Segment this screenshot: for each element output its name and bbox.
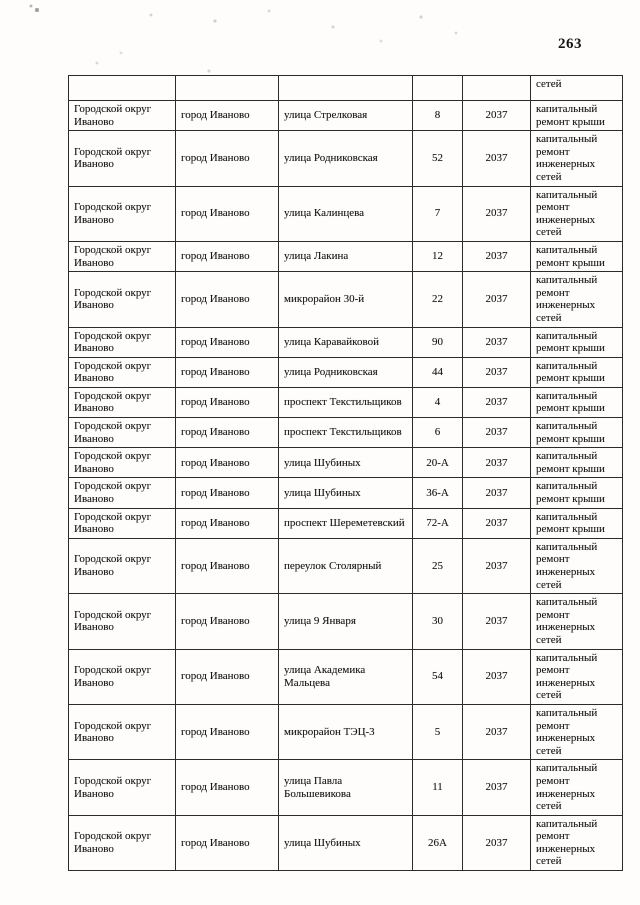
cell-work: капитальный ремонт крыши	[531, 448, 623, 478]
cell-city: город Иваново	[176, 508, 279, 538]
cell-district: Городской округ Иваново	[69, 538, 176, 593]
cell-year: 2037	[463, 448, 531, 478]
table-row	[69, 272, 623, 327]
cell-year: 2037	[463, 387, 531, 417]
cell-year: 2037	[463, 538, 531, 593]
cell-house: 25	[413, 538, 463, 593]
cell-year: 2037	[463, 760, 531, 815]
cell-street: улица 9 Января	[279, 594, 413, 649]
cell-city: город Иваново	[176, 704, 279, 759]
cell-district: Городской округ Иваново	[69, 327, 176, 357]
cell-year: 2037	[463, 327, 531, 357]
cell-work: капитальный ремонт инженерных сетей	[531, 272, 623, 327]
cell-work: капитальный ремонт инженерных сетей	[531, 538, 623, 593]
cell-street: проспект Шереметевский	[279, 508, 413, 538]
cell-work: капитальный ремонт крыши	[531, 478, 623, 508]
cell-house: 90	[413, 327, 463, 357]
cell-street: улица Шубиных	[279, 448, 413, 478]
cell-city: город Иваново	[176, 594, 279, 649]
cell-work: капитальный ремонт инженерных сетей	[531, 760, 623, 815]
cell-house: 11	[413, 760, 463, 815]
cell-district: Городской округ Иваново	[69, 649, 176, 704]
cell-work: капитальный ремонт крыши	[531, 327, 623, 357]
cell-street: улица Родниковская	[279, 357, 413, 387]
cell-work: капитальный ремонт крыши	[531, 101, 623, 131]
cell-year: 2037	[463, 704, 531, 759]
cell-street: улица Павла Большевикова	[279, 760, 413, 815]
cell-city: город Иваново	[176, 357, 279, 387]
cell-district: Городской округ Иваново	[69, 272, 176, 327]
cell-street: улица Шубиных	[279, 478, 413, 508]
cell-district: Городской округ Иваново	[69, 508, 176, 538]
cell-district	[69, 76, 176, 101]
table-row	[69, 241, 623, 271]
cell-house: 72-А	[413, 508, 463, 538]
table-row	[69, 387, 623, 417]
cell-work: сетей	[531, 76, 623, 101]
cell-year: 2037	[463, 815, 531, 870]
cell-district: Городской округ Иваново	[69, 418, 176, 448]
cell-district: Городской округ Иваново	[69, 131, 176, 186]
cell-city: город Иваново	[176, 186, 279, 241]
cell-work: капитальный ремонт инженерных сетей	[531, 815, 623, 870]
table-row	[69, 131, 623, 186]
cell-work: капитальный ремонт инженерных сетей	[531, 131, 623, 186]
cell-city: город Иваново	[176, 131, 279, 186]
cell-house: 30	[413, 594, 463, 649]
cell-street: улица Лакина	[279, 241, 413, 271]
cell-city: город Иваново	[176, 815, 279, 870]
cell-year: 2037	[463, 186, 531, 241]
cell-house: 20-А	[413, 448, 463, 478]
cell-district: Городской округ Иваново	[69, 704, 176, 759]
table-row	[69, 327, 623, 357]
cell-street: улица Шубиных	[279, 815, 413, 870]
cell-year: 2037	[463, 418, 531, 448]
cell-house: 12	[413, 241, 463, 271]
cell-city	[176, 76, 279, 101]
table-row	[69, 418, 623, 448]
cell-street: улица Академика Мальцева	[279, 649, 413, 704]
cell-house: 22	[413, 272, 463, 327]
cell-street	[279, 76, 413, 101]
cell-district: Городской округ Иваново	[69, 241, 176, 271]
table-row	[69, 594, 623, 649]
cell-district: Городской округ Иваново	[69, 387, 176, 417]
repair-schedule-table	[68, 75, 623, 871]
cell-city: город Иваново	[176, 448, 279, 478]
cell-district: Городской округ Иваново	[69, 357, 176, 387]
cell-year: 2037	[463, 241, 531, 271]
cell-house: 6	[413, 418, 463, 448]
cell-city: город Иваново	[176, 649, 279, 704]
cell-work: капитальный ремонт крыши	[531, 387, 623, 417]
cell-year: 2037	[463, 101, 531, 131]
cell-city: город Иваново	[176, 327, 279, 357]
table-row	[69, 448, 623, 478]
cell-street: улица Калинцева	[279, 186, 413, 241]
cell-year: 2037	[463, 649, 531, 704]
cell-street: микрорайон ТЭЦ-3	[279, 704, 413, 759]
cell-city: город Иваново	[176, 272, 279, 327]
cell-year: 2037	[463, 594, 531, 649]
scan-noise	[0, 0, 2, 2]
table-row	[69, 815, 623, 870]
cell-work: капитальный ремонт инженерных сетей	[531, 186, 623, 241]
table-row	[69, 76, 623, 101]
cell-district: Городской округ Иваново	[69, 760, 176, 815]
cell-city: город Иваново	[176, 101, 279, 131]
cell-work: капитальный ремонт крыши	[531, 357, 623, 387]
cell-district: Городской округ Иваново	[69, 594, 176, 649]
cell-house: 52	[413, 131, 463, 186]
table-row	[69, 704, 623, 759]
cell-year: 2037	[463, 357, 531, 387]
cell-city: город Иваново	[176, 241, 279, 271]
cell-district: Городской округ Иваново	[69, 478, 176, 508]
cell-year: 2037	[463, 272, 531, 327]
table-row	[69, 538, 623, 593]
cell-house: 7	[413, 186, 463, 241]
cell-street: проспект Текстильщиков	[279, 387, 413, 417]
cell-district: Городской округ Иваново	[69, 815, 176, 870]
cell-street: улица Родниковская	[279, 131, 413, 186]
cell-street: улица Стрелковая	[279, 101, 413, 131]
table-row	[69, 357, 623, 387]
cell-house: 5	[413, 704, 463, 759]
page-number: 263	[558, 36, 582, 52]
cell-work: капитальный ремонт крыши	[531, 418, 623, 448]
table-row	[69, 478, 623, 508]
cell-district: Городской округ Иваново	[69, 101, 176, 131]
cell-year	[463, 76, 531, 101]
cell-district: Городской округ Иваново	[69, 186, 176, 241]
cell-year: 2037	[463, 508, 531, 538]
cell-house: 44	[413, 357, 463, 387]
cell-street: микрорайон 30-й	[279, 272, 413, 327]
cell-city: город Иваново	[176, 418, 279, 448]
cell-city: город Иваново	[176, 538, 279, 593]
cell-street: проспект Текстильщиков	[279, 418, 413, 448]
cell-year: 2037	[463, 131, 531, 186]
cell-house	[413, 76, 463, 101]
cell-house: 36-А	[413, 478, 463, 508]
cell-work: капитальный ремонт инженерных сетей	[531, 594, 623, 649]
cell-work: капитальный ремонт инженерных сетей	[531, 704, 623, 759]
cell-city: город Иваново	[176, 760, 279, 815]
cell-house: 54	[413, 649, 463, 704]
cell-city: город Иваново	[176, 478, 279, 508]
table-row	[69, 508, 623, 538]
cell-work: капитальный ремонт крыши	[531, 241, 623, 271]
cell-house: 4	[413, 387, 463, 417]
cell-street: улица Каравайковой	[279, 327, 413, 357]
table-row	[69, 760, 623, 815]
table-row	[69, 186, 623, 241]
cell-house: 26А	[413, 815, 463, 870]
cell-house: 8	[413, 101, 463, 131]
cell-work: капитальный ремонт инженерных сетей	[531, 649, 623, 704]
cell-year: 2037	[463, 478, 531, 508]
table-row	[69, 649, 623, 704]
cell-street: переулок Столярный	[279, 538, 413, 593]
cell-work: капитальный ремонт крыши	[531, 508, 623, 538]
table-row	[69, 101, 623, 131]
cell-city: город Иваново	[176, 387, 279, 417]
cell-district: Городской округ Иваново	[69, 448, 176, 478]
